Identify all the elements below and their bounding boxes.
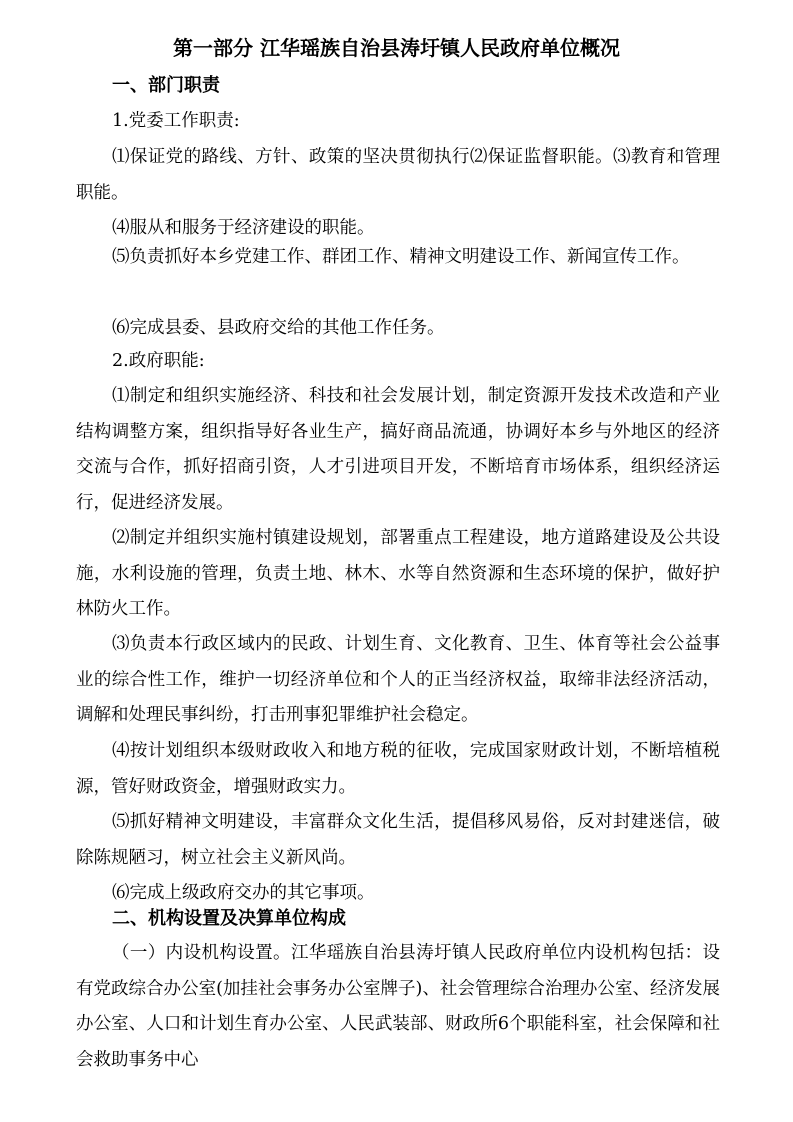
paragraph-government-duty-3: ⑶负责本行政区域内的民政、计划生育、文化教育、卫生、体育等社会公益事业的综合性工作，维护一切经济单位和个人的正当经济权益，取缔非法经济活动，调解和处理民事纠纷，打击刑事犯罪维护社会稳定。 [76, 634, 720, 726]
document-title: 第一部分 江华瑶族自治县涛圩镇人民政府单位概况 [173, 36, 620, 60]
section-heading-duties: 一、部门职责 [112, 75, 220, 96]
paragraph-internal-structure: （一）内设机构设置。江华瑶族自治县涛圩镇人民政府单位内设机构包括：设有党政综合办公室(加挂社会事务办公室牌子)、社会管理综合治理办公室、经济发展办公室、人口和计划生育办公室、人民武装部、财政所6个职能科室，社会保障和社会救助事务中心 [76, 943, 720, 1071]
paragraph-government-duty-5: ⑸抓好精神文明建设，丰富群众文化生活，提倡移风易俗，反对封建迷信，破除陈规陋习，树立社会主义新风尚。 [76, 812, 720, 868]
paragraph-party-duty-1-3: ⑴保证党的路线、方针、政策的坚决贯彻执行⑵保证监督职能。⑶教育和管理职能。 [76, 147, 720, 203]
paragraph-party-duty-6: ⑹完成县委、县政府交给的其他工作任务。 [112, 318, 445, 338]
paragraph-government-duty-1: ⑴制定和组织实施经济、科技和社会发展计划，制定资源开发技术改造和产业结构调整方案，组织指导好各业生产，搞好商品流通，协调好本乡与外地区的经济交流与合作，抓好招商引资，人才引进项目开发，不断培育市场体系，组织经济运行，促进经济发展。 [76, 386, 720, 514]
paragraph-government-duty-2: ⑵制定并组织实施村镇建设规划，部署重点工程建设，地方道路建设及公共设施，水利设施的管理，负责土地、林木、水等自然资源和生态环境的保护，做好护林防火工作。 [76, 528, 720, 620]
paragraph-government-duty-6: ⑹完成上级政府交办的其它事项。 [112, 883, 375, 903]
paragraph-party-duties-label: 1.党委工作职责: [112, 111, 240, 131]
paragraph-government-duties-label: 2.政府职能: [112, 351, 205, 371]
paragraph-government-duty-4: ⑷按计划组织本级财政收入和地方税的征收，完成国家财政计划，不断培植税源，管好财政资金，增强财政实力。 [76, 741, 720, 797]
section-heading-organization: 二、机构设置及决算单位构成 [112, 908, 346, 929]
paragraph-party-duty-4: ⑷服从和服务于经济建设的职能。 [112, 218, 375, 238]
paragraph-party-duty-5: ⑸负责抓好本乡党建工作、群团工作、精神文明建设工作、新闻宣传工作。 [112, 247, 690, 267]
